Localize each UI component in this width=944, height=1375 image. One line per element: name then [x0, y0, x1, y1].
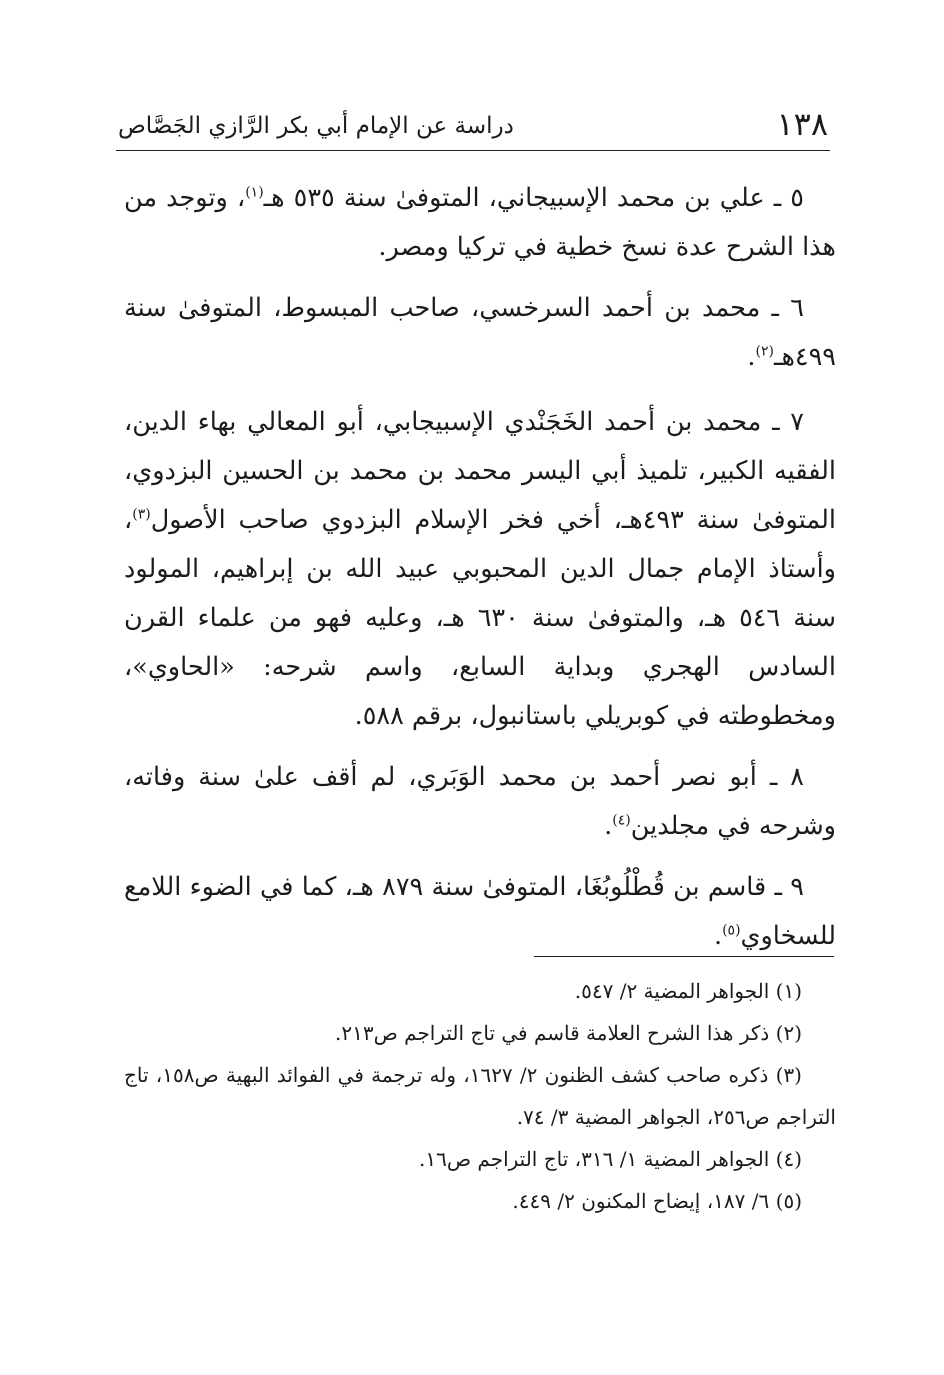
footnotes	[124, 970, 836, 1222]
entry-text-continued: .	[604, 811, 613, 841]
entry-text: ٥ ـ علي بن محمد الإسبيجاني، المتوفىٰ سنة ٥٣٥ هـ	[263, 183, 804, 213]
running-title: دراسة عن الإمام أبي بكر الرَّازي الجَصَّاص	[118, 113, 514, 139]
entry-5	[124, 174, 836, 272]
page-number: ١٣٨	[776, 105, 828, 143]
entry-text-continued: ، وتوجد من هذا الشرح عدة نسخ خطية في تركيا ومصر.	[124, 183, 836, 262]
footnote-3: (٣) ذكره صاحب كشف الظنون ٢/ ١٦٢٧، وله ترجمة في الفوائد البهية ص١٥٨، تاج التراجم ص٢٥٦، الجواهر المضية ٣/ ٧٤.	[124, 1063, 836, 1129]
footnote-1: (١) الجواهر المضية ٢/ ٥٤٧.	[574, 979, 802, 1003]
main-text	[124, 174, 836, 973]
entry-text: ٩ ـ قاسم بن قُطْلُوبُغَا، المتوفىٰ سنة ٨٧٩ هـ، كما في الضوء اللامع للسخاوي	[124, 872, 836, 951]
entry-7	[124, 398, 836, 741]
entry-text-continued: ، وأستاذ الإمام جمال الدين المحبوبي عبيد الله بن إبراهيم، المولود سنة ٥٤٦ هـ، والمتوفىٰ سنة ٦٣٠ هـ، وعليه فهو من علماء القرن السادس الهجري وبداية السابع، واسم شرحه: «الحاوي»، ومخطوطته في كوبريلي باستانبول، برقم ٥٨٨.	[124, 505, 836, 731]
entry-8	[124, 753, 836, 851]
footnote-reference: (٣)	[132, 506, 151, 523]
footnote-separator	[534, 956, 834, 957]
entry-9	[124, 863, 836, 961]
entry-text-continued: .	[747, 342, 756, 372]
footnote-reference: (٥)	[722, 922, 741, 939]
footnote-reference: (٢)	[755, 343, 774, 360]
running-header	[116, 102, 830, 151]
footnote-4: (٤) الجواهر المضية ١/ ٣١٦، تاج التراجم ص١٦.	[419, 1147, 802, 1171]
footnote-reference: (١)	[245, 184, 264, 201]
entry-6	[124, 284, 836, 382]
entry-text: ٦ ـ محمد بن أحمد السرخسي، صاحب المبسوط، المتوفىٰ سنة ٤٩٩هـ	[124, 293, 836, 372]
footnote-reference: (٤)	[612, 812, 631, 829]
entry-text-continued: .	[713, 921, 723, 951]
entry-text: ٨ ـ أبو نصر أحمد بن محمد الوَبَري، لم أقف علىٰ سنة وفاته، وشرحه في مجلدين	[124, 762, 836, 841]
entry-text: ٧ ـ محمد بن أحمد الخَجَنْدي الإسبيجابي، أبو المعالي بهاء الدين، الفقيه الكبير، تلميذ أبي اليسر محمد بن محمد بن الحسين البزدوي، المتوفىٰ سنة ٤٩٣هـ، أخي فخر الإسلام البزدوي صاحب الأصول	[124, 407, 837, 535]
footnote-2: (٢) ذكر هذا الشرح العلامة قاسم في تاج التراجم ص٢١٣.	[335, 1021, 802, 1045]
footnote-5: (٥) ٦/ ١٨٧، إيضاح المكنون ٢/ ٤٤٩.	[512, 1189, 802, 1213]
